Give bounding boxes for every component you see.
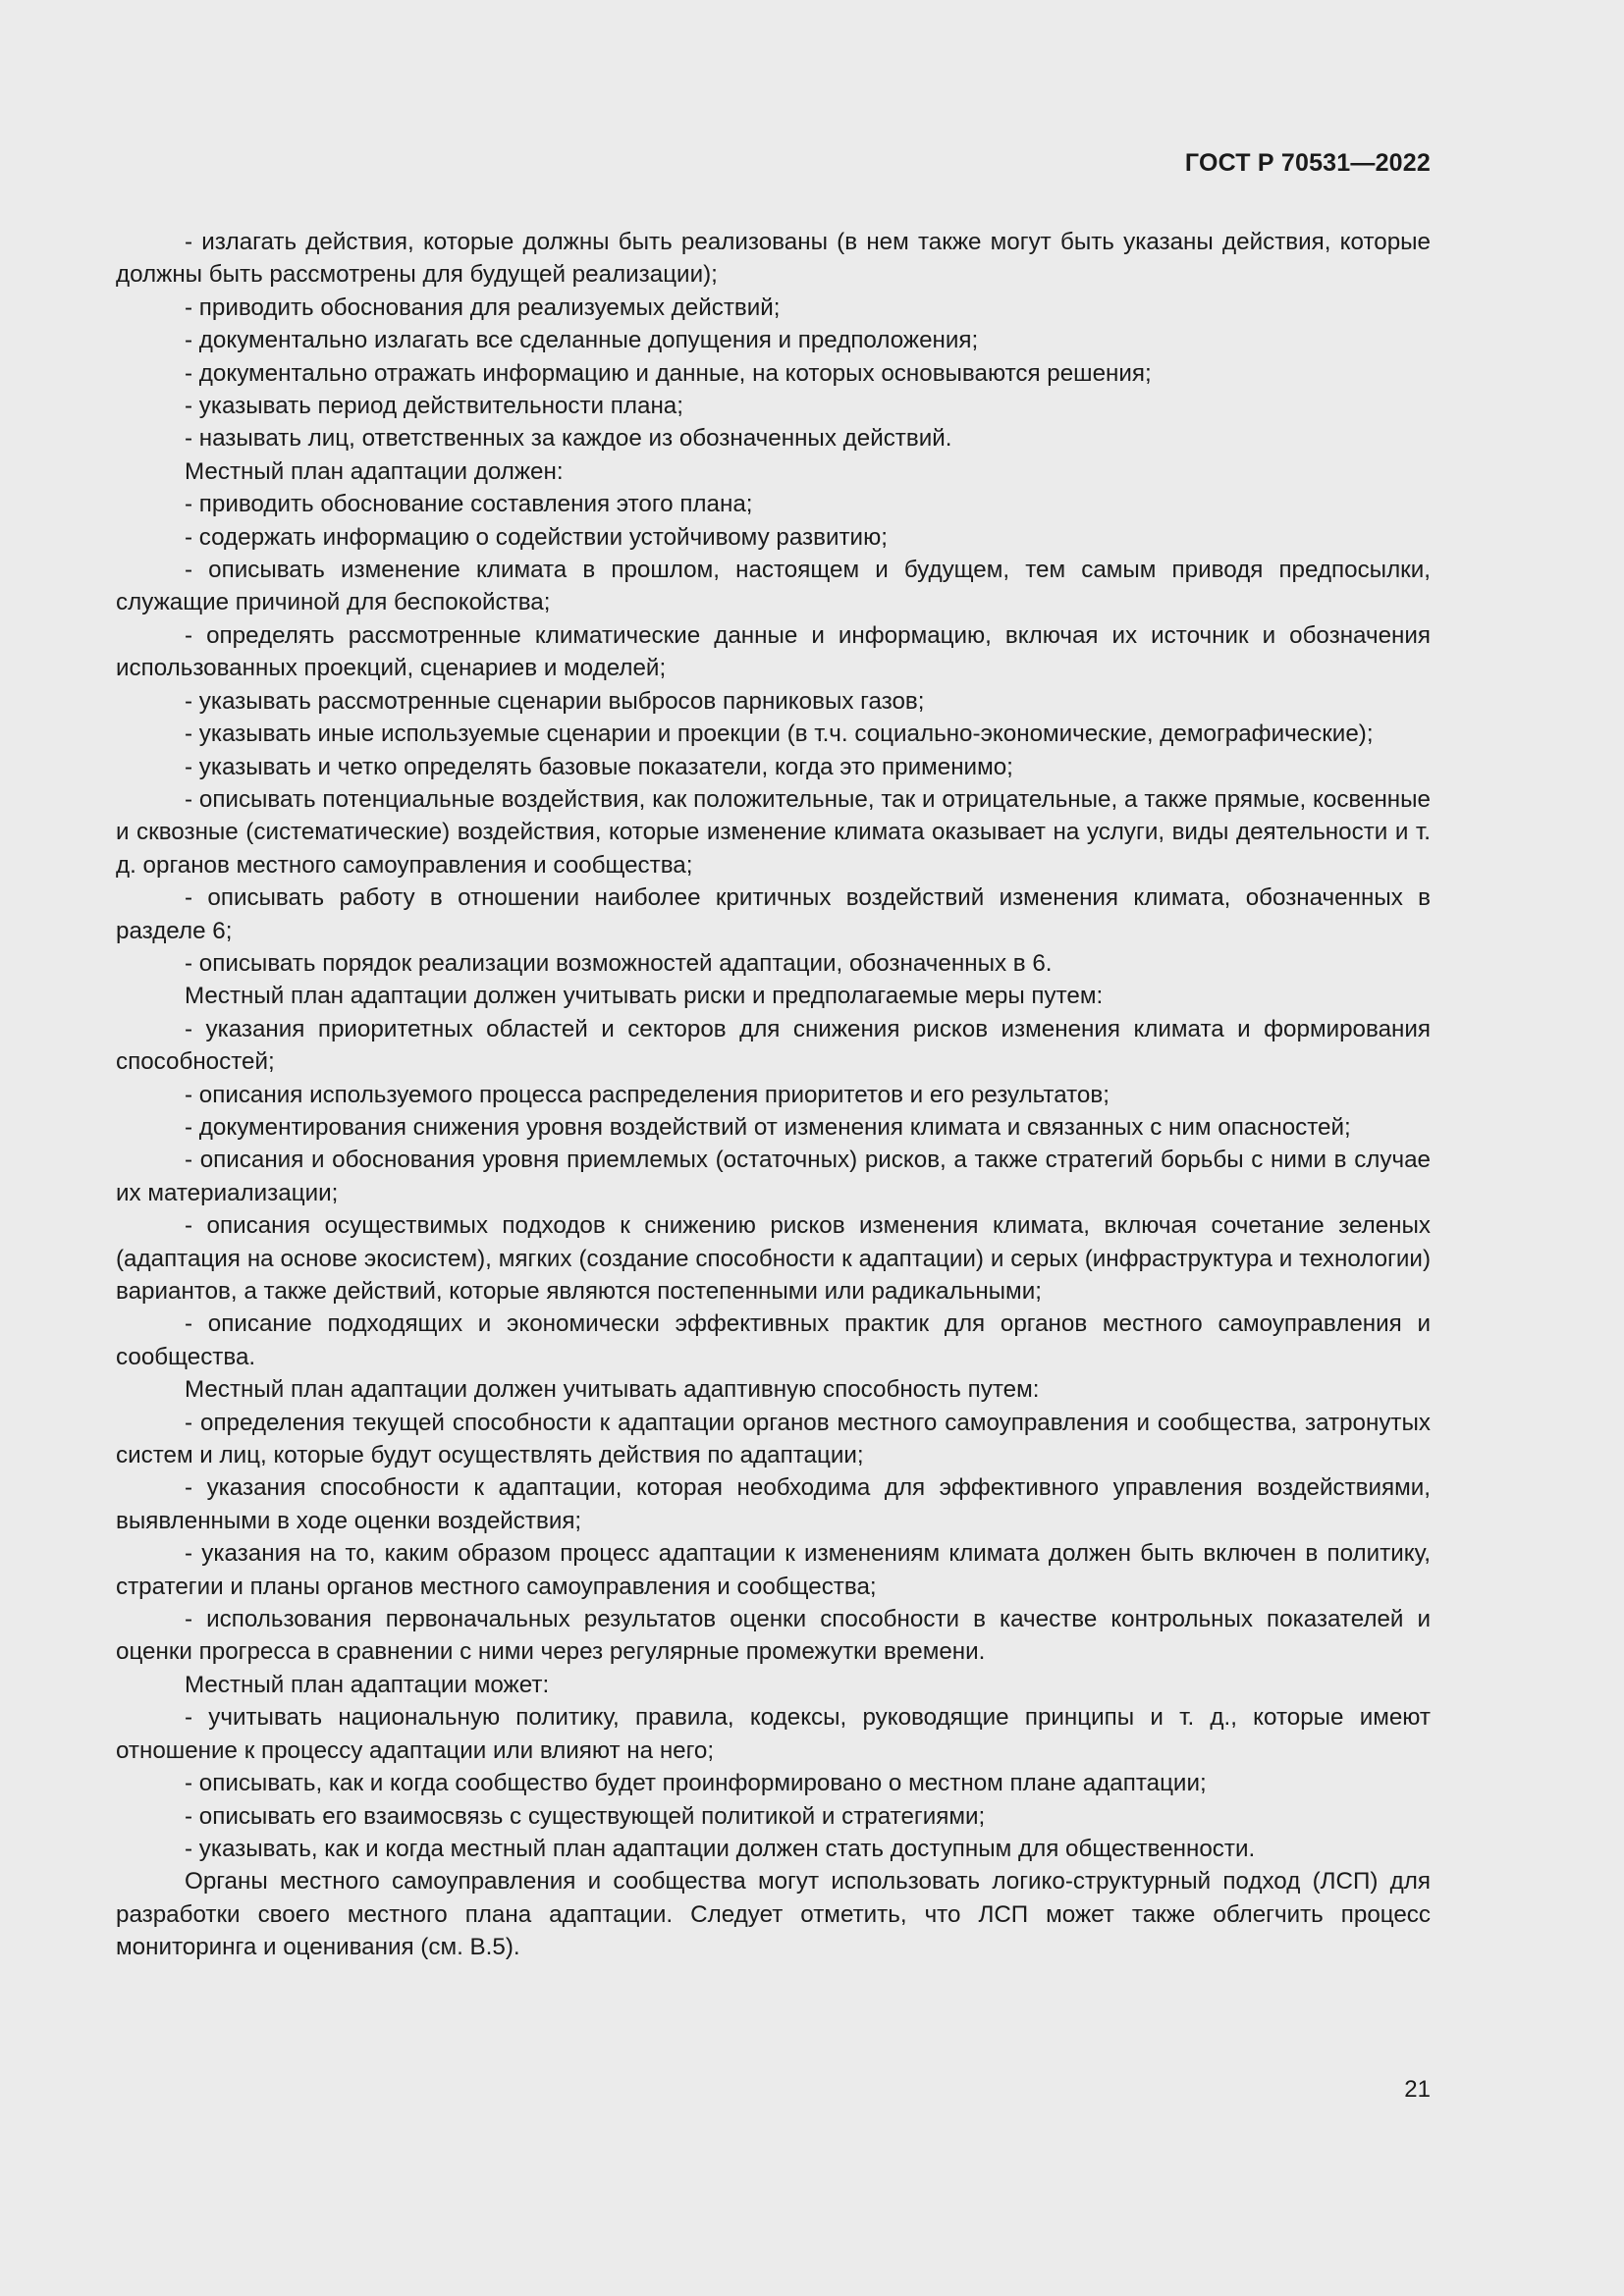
paragraph: - документально излагать все сделанные допущения и предположения; bbox=[185, 327, 979, 354]
paragraph: Органы местного самоуправления и сообщества могут использовать логико-структурный подход (ЛСП) для разработки своего местного плана адаптации. Следует отметить, что ЛСП может также облегчить процесс мониторинга и оценивания (см. В.5). bbox=[116, 1868, 1431, 1961]
paragraph: - учитывать национальную политику, правила, кодексы, руководящие принципы и т. д., которые имеют отношение к процессу адаптации или влияют на него; bbox=[116, 1704, 1431, 1764]
paragraph: - использования первоначальных результатов оценки способности в качестве контрольных показателей и оценки прогресса в сравнении с ними через регулярные промежутки времени. bbox=[116, 1606, 1431, 1666]
paragraph: - описывать потенциальные воздействия, как положительные, так и отрицательные, а также прямые, косвенные и сквозные (систематические) воздействия, которые изменение климата оказывает на услуги, виды деятельности и т. д. органов местного самоуправления и сообщества; bbox=[116, 785, 1431, 879]
paragraph: Местный план адаптации должен учитывать адаптивную способность путем: bbox=[185, 1376, 1040, 1404]
paragraph: - указывать период действительности плана; bbox=[185, 393, 683, 420]
paragraph: - документально отражать информацию и данные, на которых основываются решения; bbox=[185, 359, 1152, 387]
paragraph: - описание подходящих и экономически эффективных практик для органов местного самоуправления и сообщества. bbox=[116, 1310, 1431, 1370]
paragraph: - описывать работу в отношении наиболее критичных воздействий изменения климата, обозначенных в разделе 6; bbox=[116, 884, 1431, 944]
paragraph: Местный план адаптации должен учитывать риски и предполагаемые меры путем: bbox=[185, 983, 1104, 1010]
page-number: 21 bbox=[1404, 2076, 1431, 2103]
paragraph: - указывать рассмотренные сценарии выбросов парниковых газов; bbox=[185, 687, 925, 715]
paragraph: - описывать, как и когда сообщество будет проинформировано о местном плане адаптации; bbox=[185, 1770, 1207, 1797]
paragraph: Местный план адаптации должен: bbox=[185, 457, 564, 485]
paragraph: - излагать действия, которые должны быть реализованы (в нем также могут быть указаны действия, которые должны быть рассмотрены для будущей реализации); bbox=[116, 229, 1431, 289]
paragraph: - приводить обоснование составления этого плана; bbox=[185, 491, 753, 518]
paragraph: - указывать, как и когда местный план адаптации должен стать доступным для общественности. bbox=[185, 1835, 1256, 1862]
paragraph: - указывать иные используемые сценарии и проекции (в т.ч. социально-экономические, демографические); bbox=[185, 721, 1374, 748]
paragraph: - описания используемого процесса распределения приоритетов и его результатов; bbox=[185, 1081, 1110, 1108]
paragraph: - описывать изменение климата в прошлом, настоящем и будущем, тем самым приводя предпосылки, служащие причиной для беспокойства; bbox=[116, 557, 1431, 616]
paragraph: - содержать информацию о содействии устойчивому развитию; bbox=[185, 523, 888, 551]
paragraph: - определять рассмотренные климатические данные и информацию, включая их источник и обозначения использованных проекций, сценариев и моделей; bbox=[116, 621, 1431, 682]
paragraph: - документирования снижения уровня воздействий от изменения климата и связанных с ним опасностей; bbox=[185, 1113, 1351, 1141]
paragraph: - указания приоритетных областей и секторов для снижения рисков изменения климата и формирования способностей; bbox=[116, 1015, 1431, 1076]
paragraph: - указывать и четко определять базовые показатели, когда это применимо; bbox=[185, 753, 1013, 780]
paragraph: - описывать его взаимосвязь с существующей политикой и стратегиями; bbox=[185, 1802, 986, 1830]
paragraph: - указания способности к адаптации, которая необходима для эффективного управления воздействиями, выявленными в ходе оценки воздействия; bbox=[116, 1474, 1431, 1534]
body-text bbox=[116, 226, 1431, 1964]
paragraph: - описания осуществимых подходов к снижению рисков изменения климата, включая сочетание зеленых (адаптация на основе экосистем), мягких (создание способности к адаптации) и серых (инфраструктура и технологии) вариантов, а также действий, которые являются постепенными или радикальными; bbox=[116, 1212, 1431, 1305]
paragraph: - определения текущей способности к адаптации органов местного самоуправления и сообщества, затронутых систем и лиц, которые будут осуществлять действия по адаптации; bbox=[116, 1409, 1431, 1469]
paragraph: - описания и обоснования уровня приемлемых (остаточных) рисков, а также стратегий борьбы с ними в случае их материализации; bbox=[116, 1147, 1431, 1206]
paragraph: - описывать порядок реализации возможностей адаптации, обозначенных в 6. bbox=[185, 949, 1053, 977]
paragraph: - приводить обоснования для реализуемых действий; bbox=[185, 294, 781, 321]
paragraph: - называть лиц, ответственных за каждое из обозначенных действий. bbox=[185, 425, 952, 453]
document-standard-id: ГОСТ Р 70531—2022 bbox=[1184, 149, 1431, 177]
paragraph: - указания на то, каким образом процесс адаптации к изменениям климата должен быть включен в политику, стратегии и планы органов местного самоуправления и сообщества; bbox=[116, 1540, 1431, 1600]
paragraph: Местный план адаптации может: bbox=[185, 1671, 550, 1698]
